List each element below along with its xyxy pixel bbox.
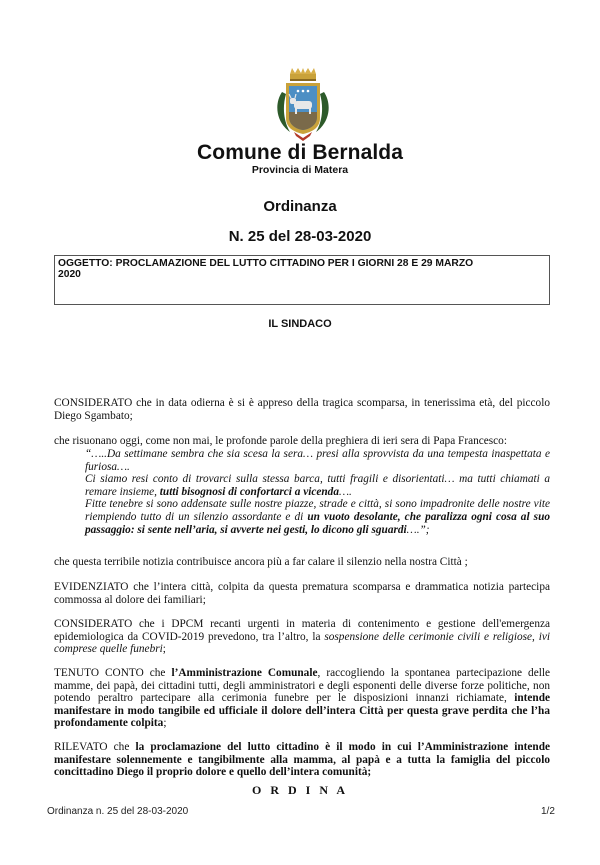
subject-line-1: OGGETTO: PROCLAMAZIONE DEL LUTTO CITTADINO PER I GIORNI 28 E 29 MARZO — [58, 258, 474, 269]
quote-part-3: Fitte tenebre si sono addensate sulle nostre piazze, strade e città, si sono impadronite delle nostre vite riempiendo tutto di un silenzio assordante e di un vuoto desolante, che paralizza ogni cosa al suo passaggio: si sente nell’aria, si avverte nei gesti, lo dicono gli sguardi….”; — [85, 498, 550, 536]
subject-box — [54, 255, 550, 305]
authority-heading: IL SINDACO — [268, 318, 332, 330]
paragraph-rilevato: RILEVATO che la proclamazione del lutto cittadino è il modo in cui l’Amministrazione intende manifestare solennemente e tangibilmente alla mamma, al papà e a tutta la famiglia del piccolo concittadino Diego il proprio dolore e quello dell’intera comunità; — [54, 741, 550, 779]
paragraph-risuonano: che risuonano oggi, come non mai, le profonde parole della preghiera di ieri sera di Papa Francesco: — [54, 435, 507, 447]
paragraph-considerato-1: CONSIDERATO che in data odierna è si è appreso della tragica scomparsa, in tenerissima età, del piccolo Diego Sgambato; — [54, 397, 550, 422]
municipality-title: Comune di Bernalda — [197, 141, 403, 164]
ordina-heading: O R D I N A — [251, 783, 348, 797]
footer-reference: Ordinanza n. 25 del 28-03-2020 — [47, 806, 189, 817]
paragraph-tenuto-conto: TENUTO CONTO che l’Amministrazione Comunale, raccogliendo la spontanea partecipazione delle mamme, dei papà, dei cittadini tutti, degli amministratori e degli esponenti delle diverse forze politiche, non potendo peraltro partecipare alla cerimonia funebre per le disposizioni innanzi richiamate, intende manifestare in modo tangibile ed ufficiale il dolore dell’intera Città per questa grave perdita che l’ha profondamente colpita; — [54, 667, 550, 730]
pope-quote — [85, 448, 550, 536]
crown-icon — [290, 68, 316, 81]
paragraph-notizia: che questa terribile notizia contribuisce ancora più a far calare il silenzio nella nostra Città ; — [54, 556, 468, 568]
paragraph-evidenziato: EVIDENZIATO che l’intera città, colpita da questa prematura scomparsa e drammatica notizia partecipa commossa al dolore dei familiari; — [54, 581, 550, 606]
document-number: N. 25 del 28-03-2020 — [228, 228, 372, 245]
province-subtitle: Provincia di Matera — [251, 164, 349, 176]
coat-of-arms-icon — [272, 68, 334, 142]
subject-line-2: 2020 — [58, 269, 81, 280]
page-number: 1/2 — [541, 806, 555, 817]
quote-part-2: Ci siamo resi conto di trovarci sulla stessa barca, tutti fragili e disorientati… ma tutti chiamati a remare insieme, tutti bisognosi di confortarci a vicenda…. — [85, 473, 550, 498]
paragraph-considerato-2: CONSIDERATO che i DPCM recanti urgenti in materia di contenimento e gestione dell'emergenza epidemiologica da COVID-2019 prevedono, tra l’altro, la sospensione delle cerimonie civili e religiose, ivi comprese quelle funebri; — [54, 618, 550, 656]
document-type: Ordinanza — [263, 198, 337, 215]
quote-part-1: “…..Da settimane sembra che sia scesa la sera… presi alla sprovvista da una tempesta inaspettata e furiosa…. — [85, 448, 550, 473]
